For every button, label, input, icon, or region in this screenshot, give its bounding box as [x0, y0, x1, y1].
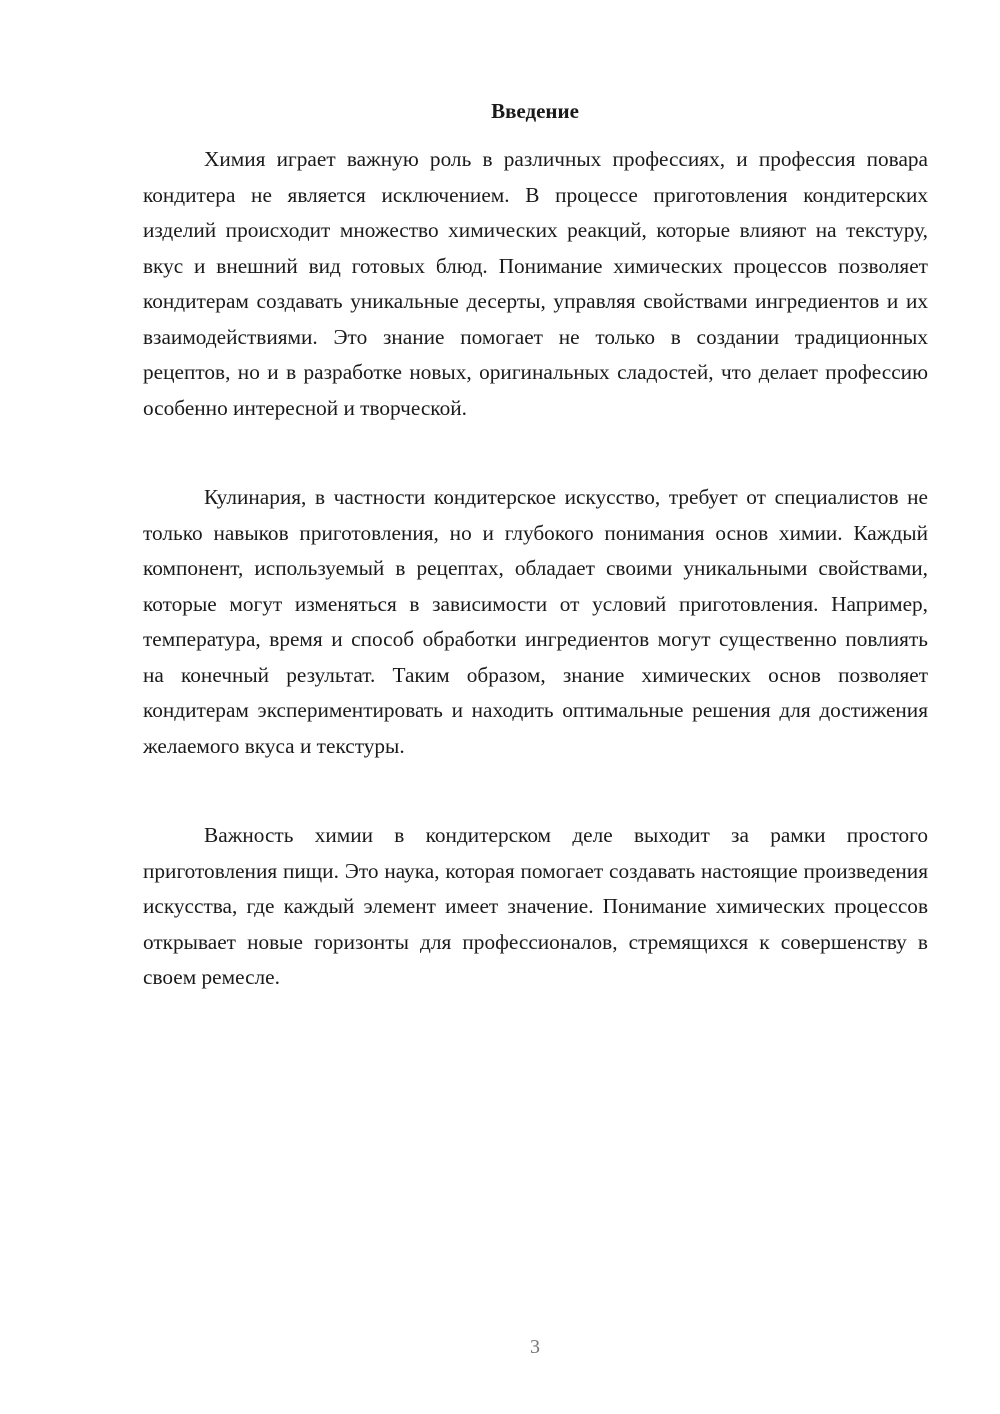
page-number: 3 [530, 1336, 540, 1358]
section-title: Введение [491, 99, 579, 123]
paragraph-2: Кулинария, в частности кондитерское искусство, требует от специалистов не только навыков приготовления, но и глубокого понимания основ химии. Каждый компонент, используемый в рецептах, обладает своими уникальными свойствами, которые могут изменяться в зависимости от условий приготовления. Например, температура, время и способ обработки ингредиентов могут существенно повлиять на конечный результат. Таким образом, знание химических основ позволяет кондитерам экспериментировать и находить оптимальные решения для достижения желаемого вкуса и текстуры. [143, 485, 928, 758]
paragraph-1: Химия играет важную роль в различных профессиях, и профессия повара кондитера не является исключением. В процессе приготовления кондитерских изделий происходит множество химических реакций, которые влияют на текстуру, вкус и внешний вид готовых блюд. Понимание химических процессов позволяет кондитерам создавать уникальные десерты, управляя свойствами ингредиентов и их взаимодействиями. Это знание помогает не только в создании традиционных рецептов, но и в разработке новых, оригинальных сладостей, что делает профессию особенно интересной и творческой. [143, 147, 928, 420]
paragraph-3: Важность химии в кондитерском деле выходит за рамки простого приготовления пищи. Это наука, которая помогает создавать настоящие произведения искусства, где каждый элемент имеет значение. Понимание химических процессов открывает новые горизонты для профессионалов, стремящихся к совершенству в своем ремесле. [143, 823, 928, 989]
